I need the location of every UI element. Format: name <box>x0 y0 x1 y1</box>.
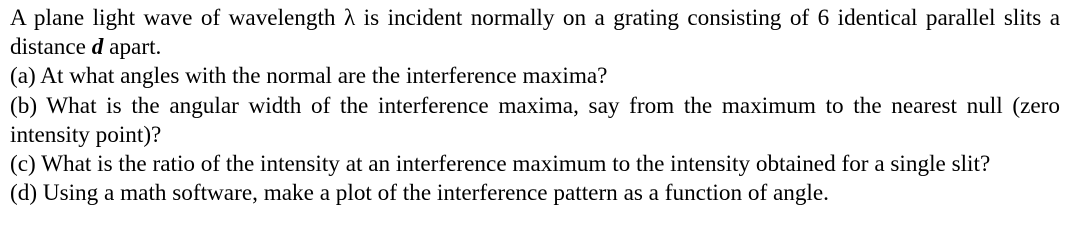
intro-text-part1: A plane light wave of wavelength λ is incident normally on a grating consisting of 6 identical parallel slits a distance <box>10 5 1060 61</box>
intro-text-part2: apart. <box>103 34 162 61</box>
question-a: (a) At what angles with the normal are the interference maxima? <box>10 63 608 90</box>
problem-intro <box>10 4 1060 62</box>
question-d: (d) Using a math software, make a plot of the interference pattern as a function of angle. <box>10 180 829 207</box>
variable-d: d <box>91 34 104 61</box>
question-c: (c) What is the ratio of the intensity at an interference maximum to the intensity obtained for a single slit? <box>10 151 991 178</box>
question-b: (b) What is the angular width of the interference maxima, say from the maximum to the nearest null (zero intensity point)? <box>10 92 1060 148</box>
